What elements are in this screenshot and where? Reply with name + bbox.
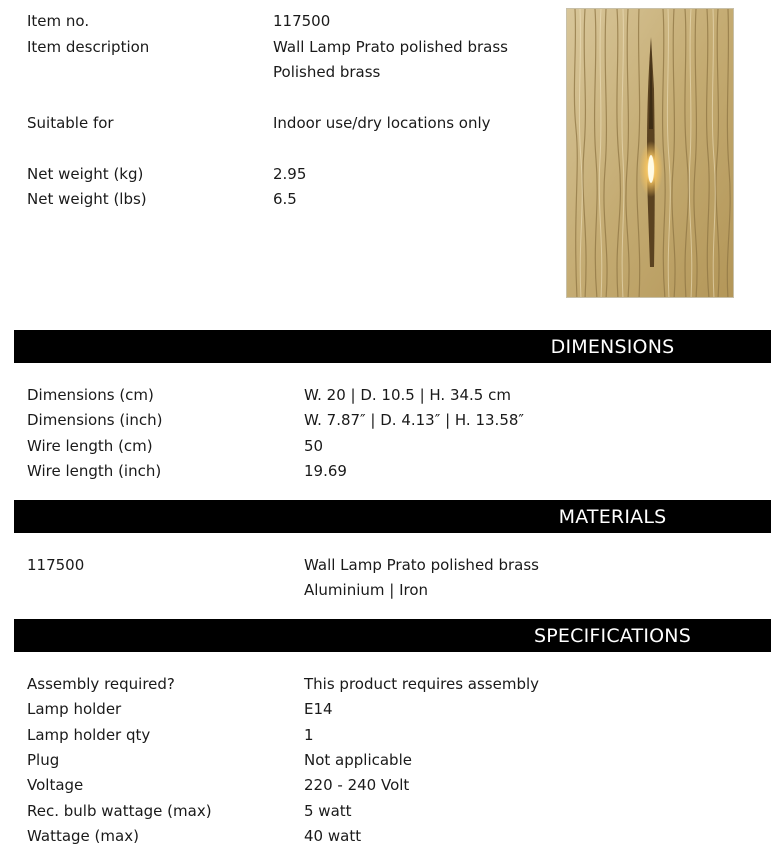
dimensions-cm-label: Dimensions (cm): [27, 386, 154, 404]
item-number-value: 117500: [273, 12, 331, 30]
item-number-label: Item no.: [27, 12, 90, 30]
wattage-max-label: Wattage (max): [27, 827, 139, 845]
dimensions-title: DIMENSIONS: [550, 336, 675, 358]
lamp-holder-qty-label: Lamp holder qty: [27, 726, 151, 744]
plug-value: Not applicable: [304, 751, 412, 769]
dimensions-header-bar: [14, 330, 771, 363]
net-weight-kg-value: 2.95: [273, 165, 307, 183]
specifications-title: SPECIFICATIONS: [534, 625, 691, 647]
item-description-value: Wall Lamp Prato polished brass: [273, 38, 508, 56]
rec-bulb-wattage-label: Rec. bulb wattage (max): [27, 802, 212, 820]
assembly-required-label: Assembly required?: [27, 675, 175, 693]
rec-bulb-wattage-value: 5 watt: [304, 802, 352, 820]
wattage-max-value: 40 watt: [304, 827, 362, 845]
suitable-for-label: Suitable for: [27, 114, 114, 132]
specifications-header-bar: [14, 619, 771, 652]
materials-title: MATERIALS: [558, 506, 667, 528]
net-weight-lbs-value: 6.5: [273, 190, 297, 208]
suitable-for-value: Indoor use/dry locations only: [273, 114, 491, 132]
plug-label: Plug: [27, 751, 60, 769]
wire-length-inch-label: Wire length (inch): [27, 462, 162, 480]
wire-length-cm-label: Wire length (cm): [27, 437, 153, 455]
materials-item-number: 117500: [27, 556, 85, 574]
lamp-holder-value: E14: [304, 700, 333, 718]
materials-description: Wall Lamp Prato polished brass: [304, 556, 539, 574]
lamp-holder-qty-value: 1: [304, 726, 314, 744]
net-weight-lbs-label: Net weight (lbs): [27, 190, 147, 208]
item-description-label: Item description: [27, 38, 150, 56]
assembly-required-value: This product requires assembly: [304, 675, 540, 693]
item-description-finish: Polished brass: [273, 63, 381, 81]
voltage-value: 220 - 240 Volt: [304, 776, 410, 794]
dimensions-inch-value: W. 7.87″ | D. 4.13″ | H. 13.58″: [304, 411, 525, 429]
materials-header-bar: [14, 500, 771, 533]
net-weight-kg-label: Net weight (kg): [27, 165, 144, 183]
materials-composition: Aluminium | Iron: [304, 581, 429, 599]
lamp-holder-label: Lamp holder: [27, 700, 122, 718]
voltage-label: Voltage: [27, 776, 84, 794]
wire-length-inch-value: 19.69: [304, 462, 347, 480]
dimensions-cm-value: W. 20 | D. 10.5 | H. 34.5 cm: [304, 386, 511, 404]
brass-wall-lamp-image: [566, 8, 734, 298]
wire-length-cm-value: 50: [304, 437, 324, 455]
dimensions-inch-label: Dimensions (inch): [27, 411, 163, 429]
